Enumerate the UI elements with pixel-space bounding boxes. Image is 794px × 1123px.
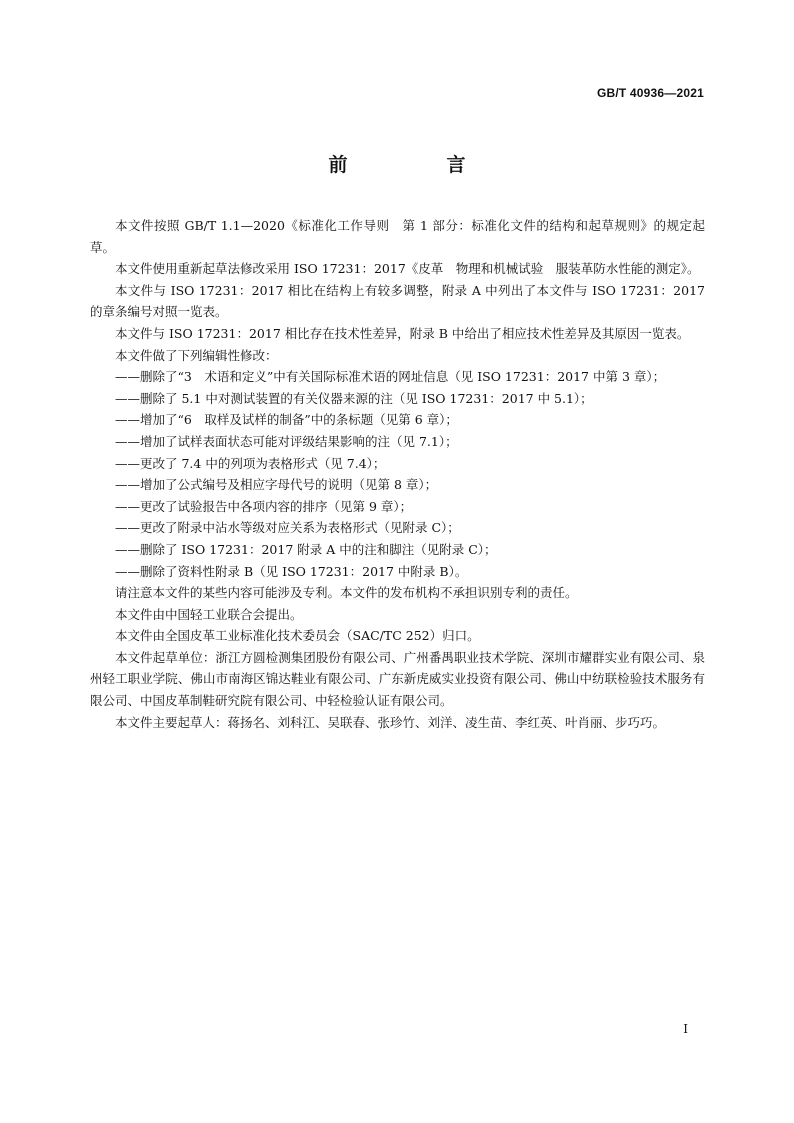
list-item: ——增加了试样表面状态可能对评级结果影响的注（见 7.1）； [115, 433, 458, 449]
paragraph: 本文件做了下列编辑性修改： [115, 347, 278, 363]
foreword-body [90, 215, 705, 733]
list-item: ——增加了公式编号及相应字母代号的说明（见第 8 章）； [115, 477, 438, 493]
paragraph: 本文件按照 GB/T 1.1—2020《标准化工作导则 第 1 部分：标准化文件的结构和起草规则》的规定起草。 [90, 218, 705, 255]
list-item: ——删除了 ISO 17231：2017 附录 A 中的注和脚注（见附录 C）； [115, 541, 497, 557]
paragraph: 本文件起草单位：浙江方圆检测集团股份有限公司、广州番禺职业技术学院、深圳市耀群实业有限公司、泉州轻工职业学院、佛山市南海区锦达鞋业有限公司、广东新虎威实业投资有限公司、佛山中纺联检验技术服务有限公司、中国皮革制鞋研究院有限公司、中轻检验认证有限公司。 [90, 649, 705, 709]
list-item: ——更改了试验报告中各项内容的排序（见第 9 章）； [115, 498, 413, 514]
standard-code: GB/T 40936—2021 [596, 86, 704, 100]
list-item: ——增加了“6 取样及试样的制备”中的条标题（见第 6 章）； [115, 412, 458, 428]
list-item: ——删除了 5.1 中对测试装置的有关仪器来源的注（见 ISO 17231：2017 中 5.1）； [115, 390, 593, 406]
paragraph: 本文件使用重新起草法修改采用 ISO 17231：2017《皮革 物理和机械试验 服装革防水性能的测定》。 [115, 261, 700, 277]
page-number: I [683, 1022, 688, 1036]
paragraph: 本文件主要起草人：蒋扬名、刘科江、吴联春、张珍竹、刘洋、凌生苗、李红英、叶肖丽、步巧巧。 [115, 714, 666, 730]
paragraph: 本文件与 ISO 17231：2017 相比存在技术性差异，附录 B 中给出了相应技术性差异及其原因一览表。 [115, 325, 690, 341]
list-item: ——更改了附录中沾水等级对应关系为表格形式（见附录 C）； [115, 520, 460, 536]
paragraph: 请注意本文件的某些内容可能涉及专利。本文件的发布机构不承担识别专利的责任。 [115, 585, 578, 601]
paragraph: 本文件由全国皮革工业标准化技术委员会（SAC/TC 252）归口。 [115, 628, 480, 644]
page-title: 前 言 [328, 154, 506, 176]
paragraph: 本文件与 ISO 17231：2017 相比在结构上有较多调整，附录 A 中列出了本文件与 ISO 17231：2017 的章条编号对照一览表。 [90, 282, 705, 320]
list-item: ——删除了“3 术语和定义”中有关国际标准术语的网址信息（见 ISO 17231：2017 中第 3 章）； [115, 369, 666, 385]
list-item: ——删除了资料性附录 B（见 ISO 17231：2017 中附录 B）。 [115, 563, 468, 579]
list-item: ——更改了 7.4 中的列项为表格形式（见 7.4）； [115, 455, 386, 471]
paragraph: 本文件由中国轻工业联合会提出。 [115, 606, 303, 622]
